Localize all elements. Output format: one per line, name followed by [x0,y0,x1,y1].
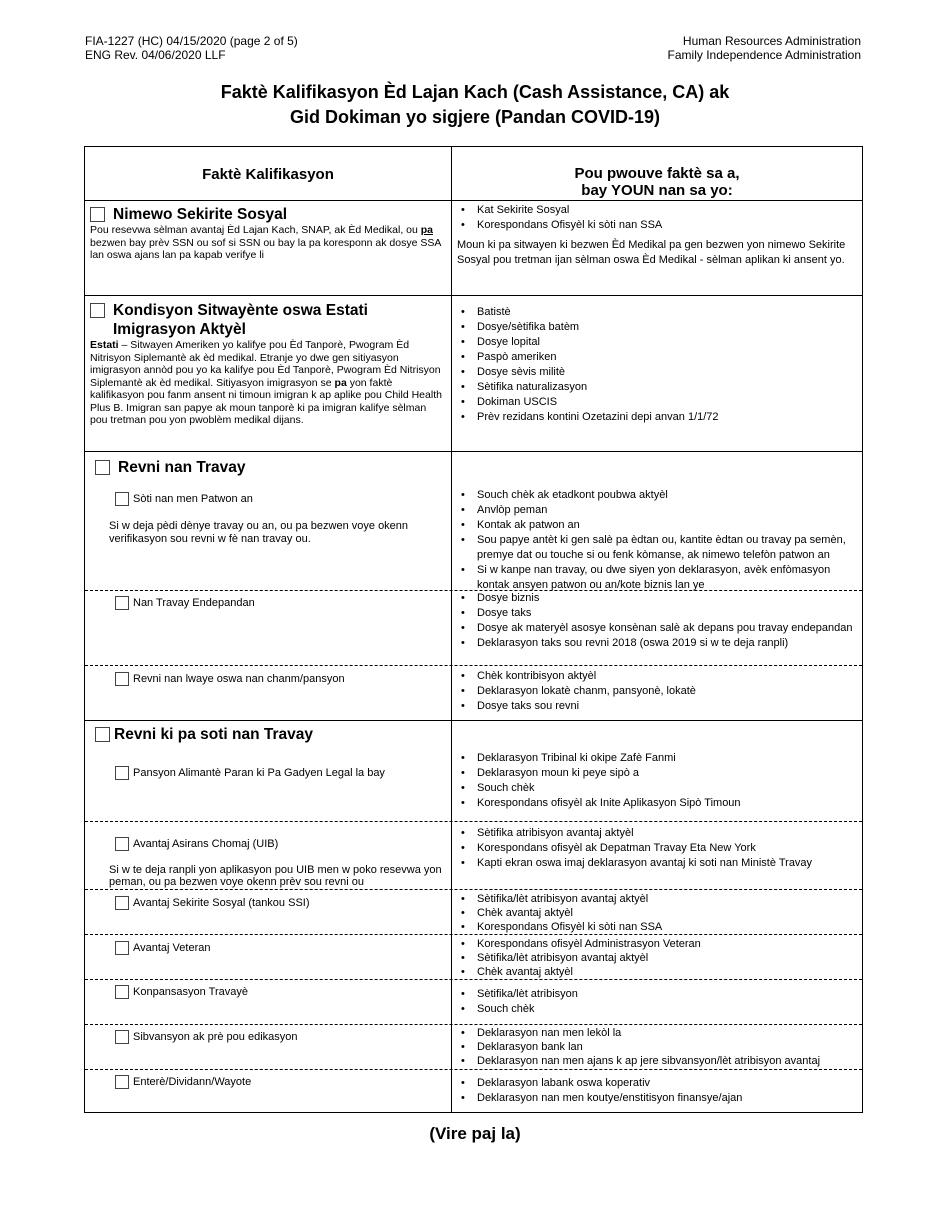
turn-page-note: (Vire paj la) [429,1124,521,1143]
row-divider [85,889,862,890]
self-employed-doc-list [457,591,857,651]
eligibility-table [84,146,863,1113]
rent-label: Revni nan lwaye oswa nan chanm/pansyon [133,672,345,685]
list-item: • Souch chèk [457,781,857,796]
unearned-title [95,725,445,744]
child-support-checkbox[interactable] [115,766,129,780]
list-item: • Deklarasyon lokatè chanm, pansyonè, lokatè [457,684,857,699]
interest-docs [457,1076,857,1106]
agency-block [668,34,861,62]
immigration-title-line-1: Kondisyon Sitwayènte oswa Estati [113,302,368,319]
list-item: • Souch chèk ak etadkont poubwa aktyèl [457,488,857,503]
list-item: • Prèv rezidans kontini Ozetazini depi anvan 1/1/72 [457,410,857,425]
workers-comp-factor [115,985,445,999]
immigration-doc-list [457,305,857,425]
work-income-checkbox[interactable] [95,460,110,475]
list-item: • Korespondans ofisyèl Administrasyon Veteran [457,937,857,951]
immigration-docs [457,305,857,425]
education-docs [457,1026,857,1068]
ssn-note: Moun ki pa sitwayen ki bezwen Èd Medikal pa gen bezwen yon nimewo Sekirite Sosyal pou tretman ijan sèlman oswa Èd Medikal - sèlman aplikan ki ansent yo. [457,239,846,266]
row-divider [85,821,862,822]
employer-option [115,492,445,506]
list-item: • Dosye lopital [457,335,857,350]
child-support-doc-list [457,751,857,811]
list-item: • Kapti ekran oswa imaj deklarasyon avantaj ki soti nan Ministè Travay [457,856,857,871]
right-header-line-1: Pou pwouve faktè sa a, [574,165,740,182]
workers-comp-docs [457,987,857,1017]
child-support-factor [115,766,445,780]
uib-note: Si w te deja ranpli yon aplikasyon pou UIB men w poko resevwa yon peman, ou pa bezwen voye okenn prèv sou revni ou [109,864,442,888]
unearned-factor [95,725,445,744]
workers-comp-label: Konpansasyon Travayè [133,985,248,998]
division-name: Family Independence Administration [667,48,861,62]
form-id-block [85,34,298,62]
veteran-option [115,941,445,955]
row-divider [85,979,862,980]
employer-docs [457,488,857,593]
immigration-factor [90,301,445,427]
immigration-title-line-2: Imigrasyon Aktyèl [113,321,246,338]
immigration-desc-b: yon faktè kalifikasyon pou fanm ansent ni timoun imigran k ap aplike pou Child Health Plus B. Imigran san papye ak moun tanporè ki pa imigran kalifye sèlman pou tretman pou yon pwoblèm medikal dijans. [90,376,442,426]
list-item: • Deklarasyon moun ki peye sipò a [457,766,857,781]
rent-checkbox[interactable] [115,672,129,686]
list-item: • Deklarasyon Tribinal ki okipe Zafè Fanmi [457,751,857,766]
ssn-title-text: Nimewo Sekirite Sosyal [113,206,288,223]
ssi-doc-list [457,892,857,934]
list-item: • Dosye sèvis militè [457,365,857,380]
row-divider [85,295,862,296]
list-item: • Chèk avantaj aktyèl [457,906,857,920]
list-item: • Korespondans ofisyèl ak Inite Aplikasyon Sipò Timoun [457,796,857,811]
list-item: • Deklarasyon labank oswa koperativ [457,1076,857,1091]
ssn-doc-list [457,203,857,233]
immigration-title [90,301,445,339]
list-item: • Paspò ameriken [457,350,857,365]
workers-comp-option [115,985,445,999]
list-item: • Dosye biznis [457,591,857,606]
child-support-docs [457,751,857,811]
ssn-description [90,224,445,262]
workers-comp-checkbox[interactable] [115,985,129,999]
employer-doc-list [457,488,857,593]
immigration-desc-pa: pa [334,376,347,389]
list-item: • Kontak ak patwon an [457,518,857,533]
immigration-description [90,339,445,427]
child-support-option [115,766,445,780]
interest-label: Enterè/Dividann/Wayote [133,1075,252,1088]
employer-factor [115,492,445,506]
unearned-checkbox[interactable] [95,727,110,742]
list-item: • Souch chèk [457,1002,857,1017]
ssn-desc-a: Pou resevwa sèlman avantaj Èd Lajan Kach, SNAP, ak Èd Medikal, ou [90,224,418,236]
list-item: • Deklarasyon nan men lekòl la [457,1026,857,1040]
list-item: • Sètifika naturalizasyon [457,380,857,395]
row-divider [85,934,862,935]
self-employed-factor [115,596,445,610]
row-divider [85,1069,862,1070]
list-item: • Korespondans Ofisyèl ki sòti nan SSA [457,218,857,233]
interest-option [115,1075,445,1089]
list-item: • Korespondans ofisyèl ak Depatman Travay Eta New York [457,841,857,856]
uib-label: Avantaj Asirans Chomaj (UIB) [133,837,279,850]
employer-label: Sòti nan men Patwon an [133,492,253,505]
column-divider [451,147,452,1112]
form-id: FIA-1227 (HC) 04/15/2020 (page 2 of 5) [85,34,298,48]
right-column-header [452,165,862,199]
title-line-1: Faktè Kalifikasyon Èd Lajan Kach (Cash Assistance, CA) ak [220,82,730,102]
form-revision: ENG Rev. 04/06/2020 LLF [85,48,226,62]
ssi-checkbox[interactable] [115,896,129,910]
list-item: • Deklarasyon nan men koutye/enstitisyon finansye/ajan [457,1091,857,1106]
list-item: • Sètifika/lèt atribisyon avantaj aktyèl [457,892,857,906]
ssi-label: Avantaj Sekirite Sosyal (tankou SSI) [133,896,310,909]
ssn-desc-b: bezwen bay prèv SSN ou sof si SSN ou bay la pa koresponn ak dosye SSA lan oswa ajans lan pa kapab verifye li [90,236,441,261]
list-item: • Kat Sekirite Sosyal [457,203,857,218]
list-item: • Deklarasyon taks sou revni 2018 (oswa 2019 si w te deja ranpli) [457,636,857,651]
uib-docs [457,826,857,871]
row-divider [85,1024,862,1025]
list-item: • Deklarasyon bank lan [457,1040,857,1054]
ssn-desc-pa: pa [420,224,434,236]
employer-checkbox[interactable] [115,492,129,506]
ssi-factor [115,896,445,910]
self-employed-option [115,596,445,610]
list-item: • Deklarasyon nan men ajans k ap jere sibvansyon/lèt atribisyon avantaj [457,1054,857,1068]
ssi-docs [457,892,857,934]
work-income-factor [95,458,445,477]
rent-factor [115,672,445,686]
list-item: • Anvlòp peman [457,503,857,518]
veteran-doc-list [457,937,857,979]
interest-doc-list [457,1076,857,1106]
right-header-line-2: bay YOUN nan sa yo: [581,182,733,199]
work-income-title [95,458,445,477]
immigration-checkbox[interactable] [90,303,105,318]
immigration-desc-bold: Estati [90,339,119,351]
immigration-desc-a: – Sitwayen Ameriken yo kalifye pou Èd Tanporè, Pwogram Èd Nitrisyon Siplemantè ak èd medikal. Etranje yo dwe gen sitiyasyon imigrasyon annòd pou yo ka kalifye pou Èd Tanporè, Pwogram Èd Nitrisyon Siplemantè ak èd medikal. Sitiyasyon imigrasyon se [90,339,441,389]
list-item: • Batistè [457,305,857,320]
list-item: • Dosye taks [457,606,857,621]
immigration-title-text [113,301,368,339]
list-item: • Sou papye antèt ki gen salè pa èdtan ou, kantite èdtan ou travay pa semèn, premye dat ou touche si ou fenk kòmanse, ak nimewo telefòn patwon an [457,533,857,563]
education-doc-list [457,1026,857,1068]
work-income-title-text: Revni nan Travay [118,459,246,476]
rent-option [115,672,445,686]
left-column-header: Faktè Kalifikasyon [202,166,334,183]
list-item: • Dosye taks sou revni [457,699,857,714]
row-divider [85,200,862,201]
page-title [0,80,950,130]
list-item: • Sètifika/lèt atribisyon [457,987,857,1002]
ssn-checkbox[interactable] [90,207,105,222]
row-divider [85,720,862,721]
list-item: • Korespondans Ofisyèl ki sòti nan SSA [457,920,857,934]
education-checkbox[interactable] [115,1030,129,1044]
row-divider [85,665,862,666]
rent-doc-list [457,669,857,714]
list-item: • Sètifika/lèt atribisyon avantaj aktyèl [457,951,857,965]
self-employed-docs [457,591,857,651]
interest-checkbox[interactable] [115,1075,129,1089]
list-item: • Si w kanpe nan travay, ou dwe siyen yon deklarasyon, avèk enfòmasyon kontak ansyen patwon ou an/kote biznis lan ye [457,563,857,593]
ssn-title [90,205,445,224]
child-support-label: Pansyon Alimantè Paran ki Pa Gadyen Legal la bay [133,766,385,779]
list-item: • Sètifika atribisyon avantaj aktyèl [457,826,857,841]
ssi-option [115,896,445,910]
unearned-title-text: Revni ki pa soti nan Travay [114,726,313,743]
uib-checkbox[interactable] [115,837,129,851]
list-item: • Chèk avantaj aktyèl [457,965,857,979]
uib-doc-list [457,826,857,871]
education-option [115,1030,445,1044]
veteran-checkbox[interactable] [115,941,129,955]
list-item: • Dokiman USCIS [457,395,857,410]
interest-factor [115,1075,445,1089]
list-item: • Dosye/sètifika batèm [457,320,857,335]
education-label: Sibvansyon ak prè pou edikasyon [133,1030,298,1043]
title-line-2: Gid Dokiman yo sigjere (Pandan COVID-19) [289,107,661,127]
self-employed-label: Nan Travay Endepandan [133,596,255,609]
list-item: • Chèk kontribisyon aktyèl [457,669,857,684]
list-item: • Dosye ak materyèl asosye konsènan salè ak depans pou travay endepandan [457,621,857,636]
ssn-factor [90,205,445,262]
workers-comp-doc-list [457,987,857,1017]
rent-docs [457,669,857,714]
agency-name: Human Resources Administration [682,34,861,48]
veteran-factor [115,941,445,955]
education-factor [115,1030,445,1044]
row-divider [85,451,862,452]
veteran-docs [457,937,857,979]
uib-option [115,837,445,851]
ssn-docs [457,203,857,268]
self-employed-checkbox[interactable] [115,596,129,610]
uib-factor [115,837,445,851]
veteran-label: Avantaj Veteran [133,941,211,954]
employer-note: Si w deja pèdi dènye travay ou an, ou pa bezwen voye okenn verifikasyon sou revni w fè nan travay ou. [109,520,409,545]
